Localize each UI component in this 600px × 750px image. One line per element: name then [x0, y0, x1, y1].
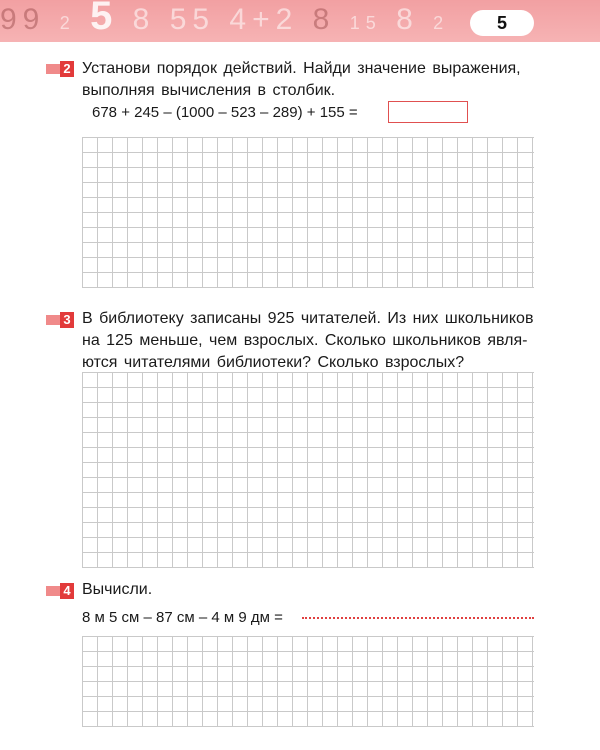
page-header	[0, 0, 600, 42]
task-text-line: на 125 меньше, чем взрослых. Сколько школьников явля-	[82, 332, 528, 349]
decor-number: 8	[132, 3, 156, 36]
task-text-line: выполняя вычисления в столбик.	[82, 82, 336, 99]
task-badge	[46, 61, 74, 77]
task-number: 3	[60, 312, 74, 328]
task-3-grid[interactable]	[82, 372, 534, 568]
task-badge	[46, 312, 74, 328]
task-badge	[46, 583, 74, 599]
decor-number: 2	[59, 13, 76, 33]
answer-box[interactable]	[388, 101, 468, 123]
decor-number: 55	[169, 3, 216, 36]
task-2-expression: 678 + 245 – (1000 – 523 – 289) + 155 =	[92, 104, 358, 121]
task-text-line: ются читателями библиотеки? Сколько взрослых?	[82, 354, 465, 371]
task-number: 2	[60, 61, 74, 77]
task-4-expression: 8 м 5 см – 87 см – 4 м 9 дм =	[82, 609, 283, 626]
header-decorative-numbers	[0, 0, 449, 39]
page-number: 5	[470, 10, 534, 36]
task-2-text	[82, 58, 521, 102]
answer-line[interactable]	[302, 617, 534, 619]
decor-number: 99	[0, 3, 46, 36]
decor-number: 2	[433, 13, 450, 33]
task-text-line: Установи порядок действий. Найди значение выражения,	[82, 60, 521, 77]
decor-number: 4+2	[229, 3, 299, 36]
decor-number: 8	[396, 3, 419, 36]
task-4-text	[82, 579, 152, 601]
decor-number: 8	[312, 3, 336, 36]
task-2-grid[interactable]	[82, 137, 534, 288]
task-4-grid[interactable]	[82, 636, 534, 727]
decor-number: 15	[349, 13, 382, 33]
task-text-line: В библиотеку записаны 925 читателей. Из них школьников	[82, 310, 534, 327]
task-number: 4	[60, 583, 74, 599]
task-text-line: Вычисли.	[82, 581, 153, 598]
task-3-text	[82, 308, 533, 374]
decor-number: 5	[90, 0, 119, 38]
